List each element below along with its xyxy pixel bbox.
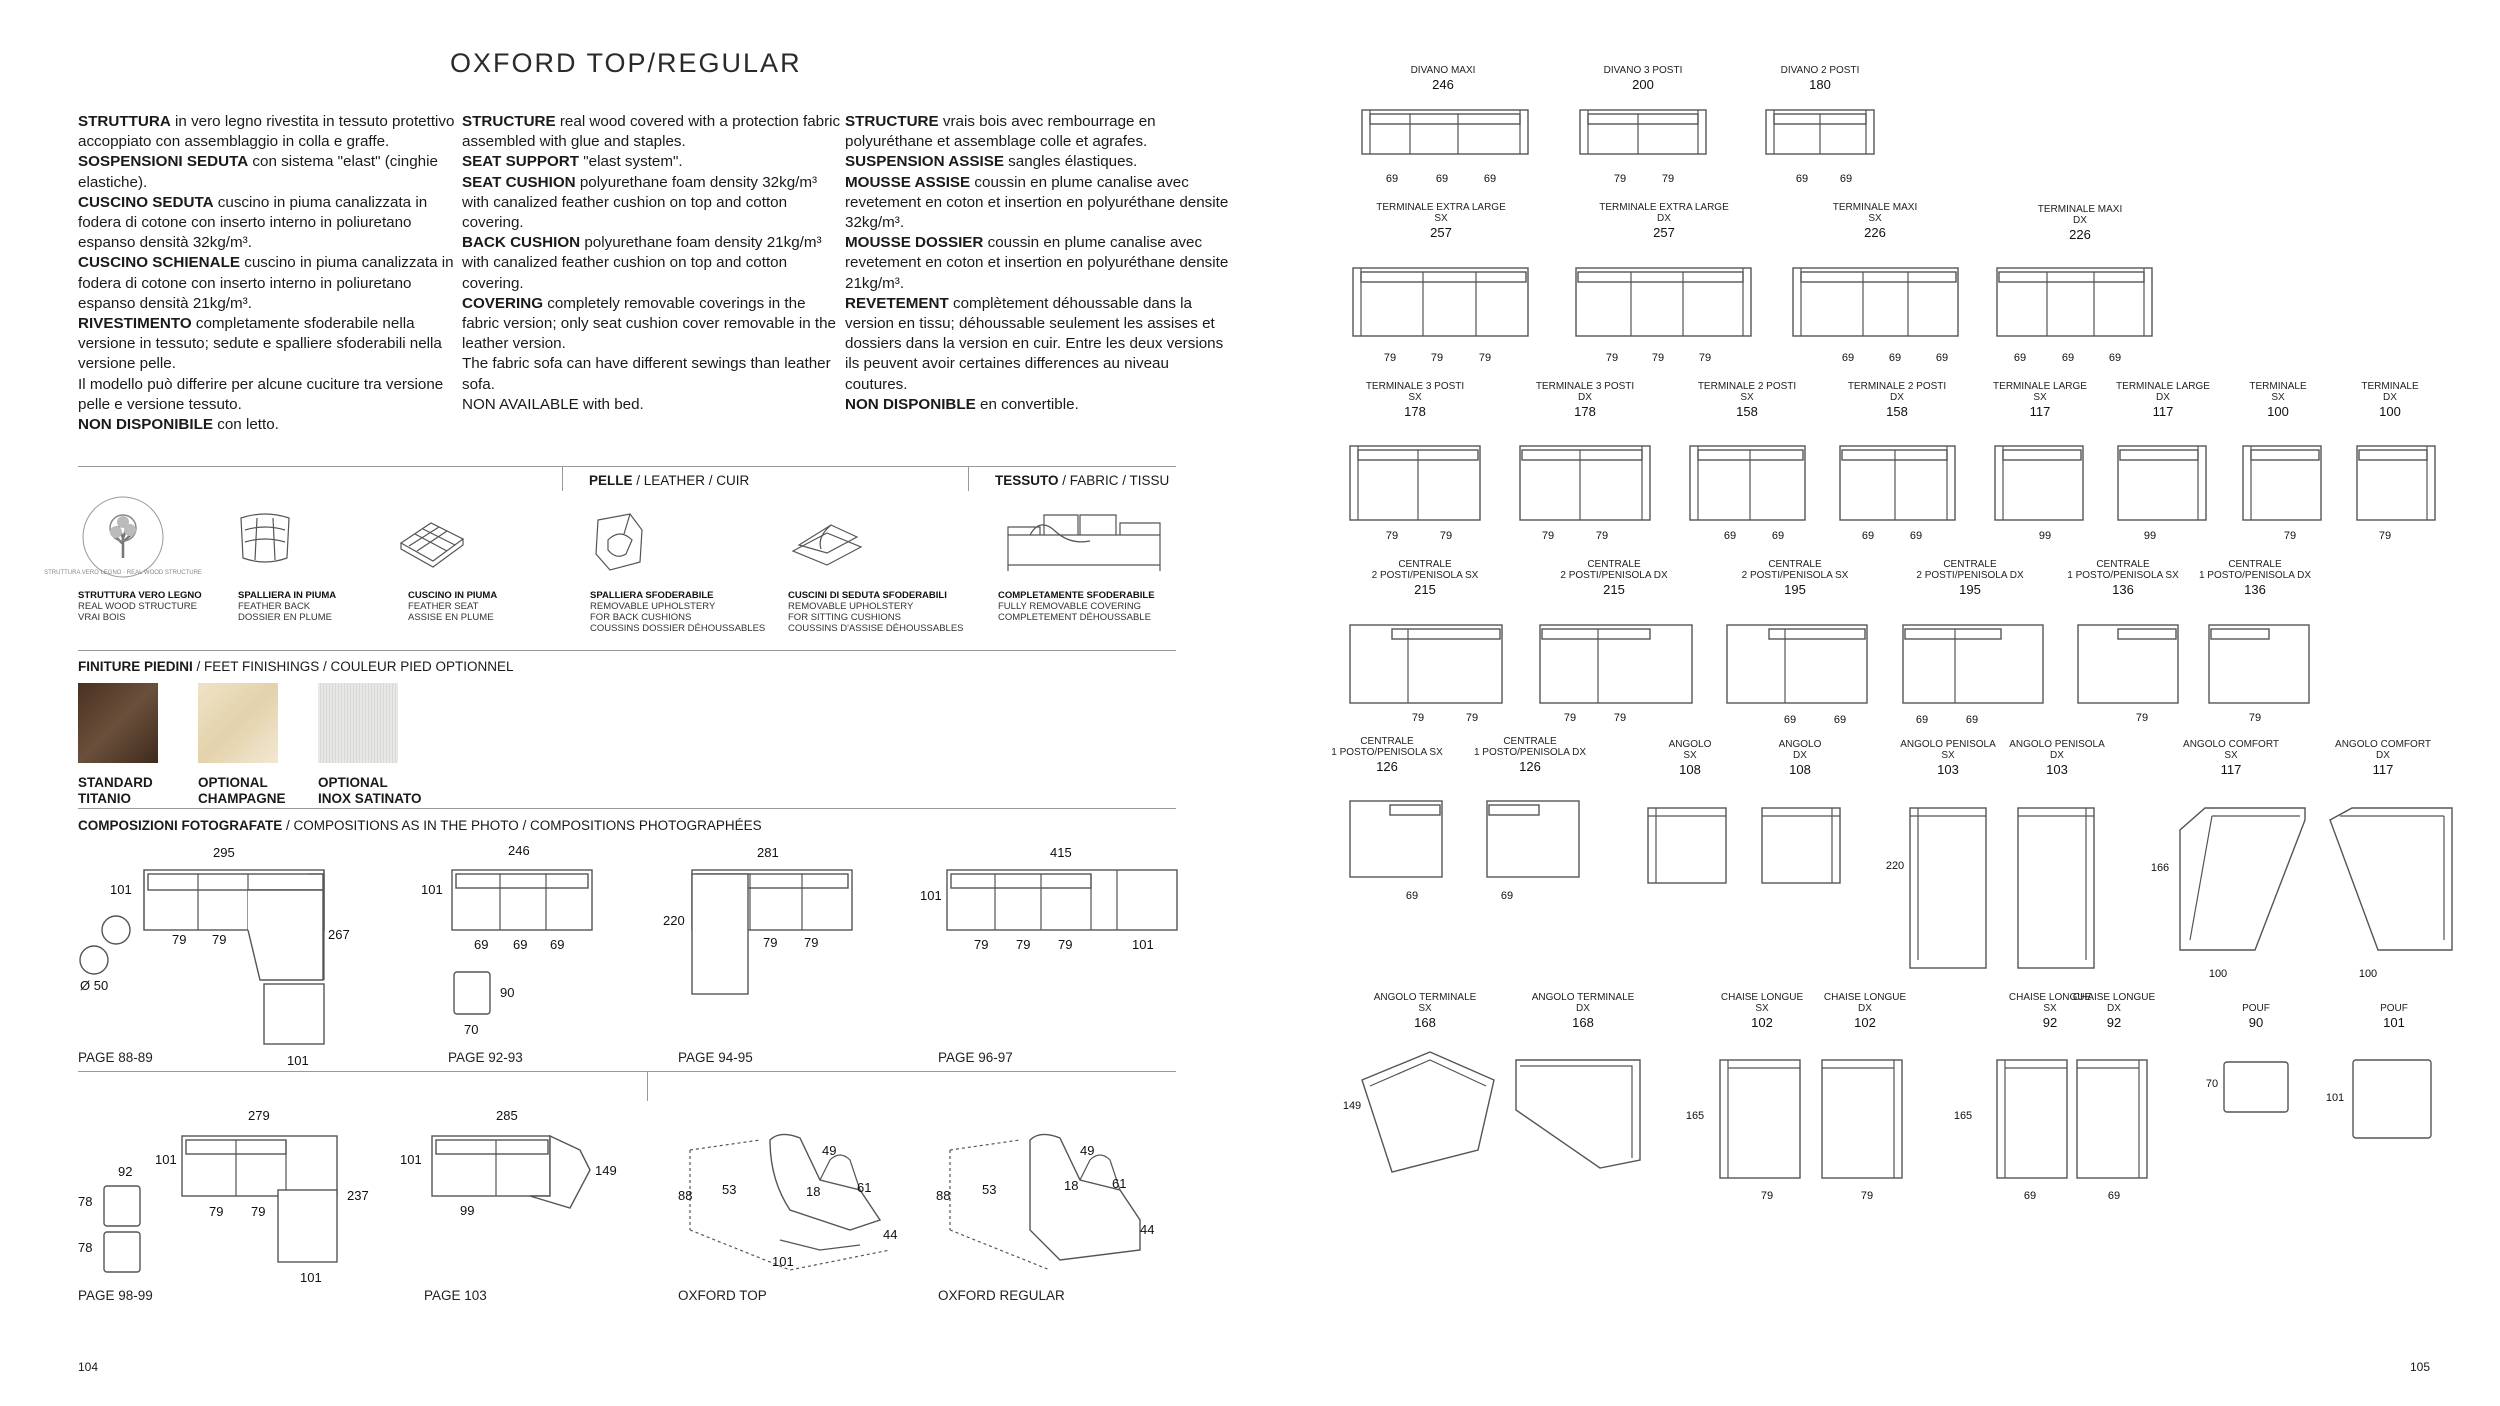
dimension: 279 <box>248 1108 270 1123</box>
dimension: 101 <box>300 1270 322 1285</box>
module-width: 226 <box>2069 227 2091 242</box>
module-width: 158 <box>1886 404 1908 419</box>
module-label: CENTRALE 2 POSTI/PENISOLA SX <box>1371 559 1479 581</box>
dimension: 44 <box>1140 1222 1155 1237</box>
paragraph: REVETEMENT complètement déhoussable dans la version en tissu; déhoussable seulement les assises et dossiers dans la version en cuir. Entre les deux versions ils peuvent avoir certaines differences au niveau coutures. <box>845 294 1224 393</box>
dimension: 79 <box>251 1204 266 1219</box>
icon-caption: SPALLIERA SFODERABILE REMOVABLE UPHOLSTERY FOR BACK CUSHIONS COUSSINS DOSSIER DÉHOUSSABLES <box>590 590 766 634</box>
seat-dimension: 69 <box>2013 352 2027 364</box>
module-width: 126 <box>1376 759 1398 774</box>
module-label: CHAISE LONGUE DX <box>1823 992 1907 1014</box>
module-width: 117 <box>2372 762 2394 777</box>
module-label: CENTRALE 2 POSTI/PENISOLA DX <box>1560 559 1668 581</box>
seat-dimension: 69 <box>1435 173 1449 185</box>
compositions-header: COMPOSIZIONI FOTOGRAFATE / COMPOSITIONS AS IN THE PHOTO / COMPOSITIONS PHOTOGRAPHÉES <box>78 818 762 833</box>
module-label: DIVANO 3 POSTI <box>1603 65 1683 76</box>
module-width: 102 <box>1854 1015 1876 1030</box>
seat-dimension: 69 <box>1795 173 1809 185</box>
module-width: 178 <box>1574 404 1596 419</box>
dimension: 101 <box>400 1152 422 1167</box>
paragraph: NON DISPONIBLE en convertible. <box>845 395 1079 413</box>
module-width: 117 <box>2152 404 2174 419</box>
module-label: ANGOLO TERMINALE DX <box>1531 992 1635 1014</box>
module-width: 117 <box>2029 404 2051 419</box>
module-label: TERMINALE SX <box>2249 381 2307 403</box>
seat-dimension: 79 <box>1383 352 1397 364</box>
module-label: ANGOLO PENISOLA DX <box>2009 739 2105 761</box>
module-label: CENTRALE 1 POSTO/PENISOLA DX <box>2198 559 2312 581</box>
module-width: 101 <box>2383 1015 2405 1030</box>
seat-dimension: 69 <box>2107 1190 2121 1202</box>
dimension: 285 <box>496 1108 518 1123</box>
finish-label-champagne: OPTIONAL CHAMPAGNE <box>198 775 286 806</box>
dimension: 79 <box>974 937 989 952</box>
dimension: 78 <box>78 1194 93 1209</box>
dimension: 79 <box>1058 937 1073 952</box>
dimension: 90 <box>500 985 515 1000</box>
dimension: 53 <box>722 1182 737 1197</box>
seat-dimension: 79 <box>1661 173 1675 185</box>
finish-label-inox: OPTIONAL INOX SATINATO <box>318 775 422 806</box>
seat-dimension: 100 <box>2208 968 2228 980</box>
seat-dimension: 79 <box>1613 712 1627 724</box>
dimension: 70 <box>464 1022 479 1037</box>
seat-dimension: 79 <box>2135 712 2149 724</box>
seat-dimension: 69 <box>1915 714 1929 726</box>
module-width: 195 <box>1959 582 1981 597</box>
module-width: 103 <box>2046 762 2068 777</box>
dimension: 61 <box>857 1180 872 1195</box>
seal-text: STRUTTURA VERO LEGNO · REAL WOOD STRUCTURE <box>44 570 202 576</box>
dimension: 88 <box>678 1188 693 1203</box>
paragraph: BACK CUSHION polyurethane foam density 21kg/m³ with canalized feather cushion on top and cotton covering. <box>462 234 822 292</box>
dimension: 88 <box>936 1188 951 1203</box>
seat-dimension: 79 <box>1439 530 1453 542</box>
seat-dimension: 79 <box>1478 352 1492 364</box>
module-width: 246 <box>1432 77 1454 92</box>
seat-dimension: 166 <box>2150 862 2170 874</box>
seat-dimension: 79 <box>1385 530 1399 542</box>
seat-dimension: 69 <box>1783 714 1797 726</box>
seat-dimension: 100 <box>2358 968 2378 980</box>
dimension: 99 <box>460 1203 475 1218</box>
module-label: CENTRALE 1 POSTO/PENISOLA SX <box>1331 736 1443 758</box>
dimension: 18 <box>1064 1178 1079 1193</box>
seat-dimension: 69 <box>1841 352 1855 364</box>
dimension: 237 <box>347 1188 369 1203</box>
seat-dimension: 69 <box>1861 530 1875 542</box>
module-label: DIVANO MAXI <box>1410 65 1476 76</box>
seat-dimension: 79 <box>2248 712 2262 724</box>
module-width: 180 <box>1809 77 1831 92</box>
module-label: ANGOLO PENISOLA SX <box>1900 739 1996 761</box>
dimension: 79 <box>212 932 227 947</box>
paragraph: MOUSSE DOSSIER coussin en plume canalise avec revetement en coton et insertion en polyuréthane densite 21kg/m³. <box>845 234 1229 292</box>
module-label: CHAISE LONGUE DX <box>2072 992 2156 1014</box>
module-label: CENTRALE 2 POSTI/PENISOLA SX <box>1741 559 1849 581</box>
seat-dimension: 69 <box>1965 714 1979 726</box>
module-width: 108 <box>1679 762 1701 777</box>
dimension: 18 <box>806 1184 821 1199</box>
module-label: ANGOLO DX <box>1778 739 1822 761</box>
seat-dimension: 79 <box>1605 352 1619 364</box>
module-width: 136 <box>2112 582 2134 597</box>
module-width: 200 <box>1632 77 1654 92</box>
dimension: 69 <box>474 937 489 952</box>
module-width: 100 <box>2379 404 2401 419</box>
page-number-right: 105 <box>2410 1360 2431 1374</box>
page-reference: PAGE 96-97 <box>938 1050 1013 1065</box>
module-label: TERMINALE 2 POSTI SX <box>1697 381 1797 403</box>
fabric-header: TESSUTO / FABRIC / TISSU <box>995 473 1170 488</box>
seat-dimension: 79 <box>1563 712 1577 724</box>
module-width: 126 <box>1519 759 1541 774</box>
paragraph: Il modello può differire per alcune cuciture tra versione pelle e versione tessuto. <box>78 375 444 413</box>
dimension: 246 <box>508 843 530 858</box>
module-width: 90 <box>2248 1015 2264 1030</box>
paragraph: SOSPENSIONI SEDUTA con sistema "elast" (cinghie elastiche). <box>78 153 438 191</box>
paragraph: STRUCTURE real wood covered with a protection fabric assembled with glue and staples. <box>462 113 841 151</box>
icon-caption: COMPLETAMENTE SFODERABILE FULLY REMOVABLE COVERING COMPLETEMENT DÉHOUSSABLE <box>998 590 1155 623</box>
module-label: ANGOLO SX <box>1668 739 1712 761</box>
module-width: 117 <box>2220 762 2242 777</box>
dimension: 101 <box>1132 937 1154 952</box>
seat-dimension: 69 <box>1483 173 1497 185</box>
page-number-left: 104 <box>78 1360 99 1374</box>
dimension: Ø 50 <box>80 978 109 993</box>
module-width: 195 <box>1784 582 1806 597</box>
seat-dimension: 69 <box>1500 890 1514 902</box>
dimension: 101 <box>920 888 942 903</box>
dimension: 92 <box>118 1164 133 1179</box>
finish-label-titanio: STANDARD TITANIO <box>78 775 153 806</box>
seat-dimension: 79 <box>1613 173 1627 185</box>
dimension: 101 <box>155 1152 177 1167</box>
module-width: 178 <box>1404 404 1426 419</box>
module-width: 100 <box>2267 404 2289 419</box>
module-label: DIVANO 2 POSTI <box>1780 65 1860 76</box>
seat-dimension: 69 <box>1405 890 1419 902</box>
paragraph: NON AVAILABLE with bed. <box>462 395 644 413</box>
paragraph: COVERING completely removable coverings in the fabric version; only seat cushion cover removable in the leather version. <box>462 294 836 353</box>
dimension: 79 <box>172 932 187 947</box>
seat-dimension: 69 <box>2108 352 2122 364</box>
dimension: 415 <box>1050 845 1072 860</box>
page-reference: PAGE 94-95 <box>678 1050 753 1065</box>
module-width: 168 <box>1572 1015 1594 1030</box>
seat-dimension: 79 <box>1651 352 1665 364</box>
module-label: CHAISE LONGUE SX <box>1720 992 1804 1014</box>
seat-dimension: 79 <box>1860 1190 1874 1202</box>
module-width: 92 <box>2042 1015 2058 1030</box>
dimension: 61 <box>1112 1176 1127 1191</box>
seat-dimension: 79 <box>1411 712 1425 724</box>
icon-caption: CUSCINI DI SEDUTA SFODERABILI REMOVABLE UPHOLSTERY FOR SITTING CUSHIONS COUSSINS D'ASSISE DÉHOUSSABLES <box>788 590 964 634</box>
page-reference: PAGE 98-99 <box>78 1288 153 1303</box>
seat-dimension: 69 <box>1833 714 1847 726</box>
module-label: CHAISE LONGUE SX <box>2008 992 2092 1014</box>
dimension: 267 <box>328 927 350 942</box>
paragraph: STRUTTURA in vero legno rivestita in tessuto protettivo accoppiato con assemblaggio in colla e graffe. <box>78 113 455 151</box>
seat-dimension: 69 <box>1909 530 1923 542</box>
module-label: ANGOLO TERMINALE SX <box>1373 992 1477 1014</box>
seat-dimension: 101 <box>2325 1092 2345 1104</box>
feet-header: FINITURE PIEDINI / FEET FINISHINGS / COULEUR PIED OPTIONNEL <box>78 659 514 674</box>
seat-dimension: 69 <box>1935 352 1949 364</box>
module-width: 257 <box>1653 225 1675 240</box>
dimension: 220 <box>663 913 685 928</box>
dimension: 49 <box>1080 1143 1095 1158</box>
module-label: TERMINALE 2 POSTI DX <box>1847 381 1947 403</box>
page-reference: OXFORD TOP <box>678 1288 767 1303</box>
seat-dimension: 99 <box>2038 530 2052 542</box>
seat-dimension: 99 <box>2143 530 2157 542</box>
module-label: TERMINALE MAXI SX <box>1832 202 1918 224</box>
module-width: 226 <box>1864 225 1886 240</box>
dimension: 281 <box>757 845 779 860</box>
dimension: 101 <box>287 1053 309 1068</box>
paragraph: STRUCTURE vrais bois avec rembourrage en polyuréthane et assemblage colle et agrafes. <box>845 113 1156 151</box>
module-label: TERMINALE 3 POSTI SX <box>1365 381 1465 403</box>
page-reference: PAGE 92-93 <box>448 1050 523 1065</box>
dimension: 79 <box>209 1204 224 1219</box>
dimension: 78 <box>78 1240 93 1255</box>
page-reference: OXFORD REGULAR <box>938 1288 1065 1303</box>
seat-dimension: 79 <box>1465 712 1479 724</box>
paragraph: CUSCINO SEDUTA cuscino in piuma canalizzata in fodera di cotone con inserto interno in poliuretano espanso densità 32kg/m³. <box>78 193 428 252</box>
module-width: 168 <box>1414 1015 1436 1030</box>
module-width: 136 <box>2244 582 2266 597</box>
module-label: ANGOLO COMFORT SX <box>2183 739 2279 761</box>
paragraph: The fabric sofa can have different sewings than leather sofa. <box>462 355 831 393</box>
paragraph: SUSPENSION ASSISE sangles élastiques. <box>845 153 1138 171</box>
module-width: 102 <box>1751 1015 1773 1030</box>
module-width: 215 <box>1414 582 1436 597</box>
dimension: 44 <box>883 1227 898 1242</box>
module-label: CENTRALE 1 POSTO/PENISOLA SX <box>2067 559 2179 581</box>
dimension: 69 <box>550 937 565 952</box>
seat-dimension: 69 <box>2023 1190 2037 1202</box>
seat-dimension: 149 <box>1342 1100 1362 1112</box>
seat-dimension: 79 <box>1595 530 1609 542</box>
paragraph: SEAT SUPPORT "elast system". <box>462 153 683 171</box>
dimension: 295 <box>213 845 235 860</box>
module-label: CENTRALE 1 POSTO/PENISOLA DX <box>1473 736 1587 758</box>
seat-dimension: 79 <box>1698 352 1712 364</box>
paragraph: NON DISPONIBILE con letto. <box>78 416 279 434</box>
module-label: TERMINALE LARGE DX <box>2116 381 2210 403</box>
seat-dimension: 165 <box>1953 1110 1973 1122</box>
paragraph: CUSCINO SCHIENALE cuscino in piuma canalizzata in fodera di cotone con inserto interno in poliuretano espanso densità 21kg/m³. <box>78 254 454 312</box>
module-label: TERMINALE EXTRA LARGE DX <box>1599 202 1729 224</box>
module-width: 92 <box>2106 1015 2122 1030</box>
module-label: POUF <box>2242 1003 2270 1014</box>
paragraph: MOUSSE ASSISE coussin en plume canalise avec revetement en coton et insertion en polyuréthane densite 32kg/m³. <box>845 173 1229 232</box>
icon-caption: STRUTTURA VERO LEGNO REAL WOOD STRUCTURE VRAI BOIS <box>78 590 202 623</box>
seat-dimension: 79 <box>1760 1190 1774 1202</box>
dimension: 101 <box>772 1254 794 1269</box>
dimension: 79 <box>804 935 819 950</box>
dimension: 79 <box>763 935 778 950</box>
seat-dimension: 79 <box>2283 530 2297 542</box>
page-reference: PAGE 88-89 <box>78 1050 153 1065</box>
page-reference: PAGE 103 <box>424 1288 487 1303</box>
module-label: TERMINALE MAXI DX <box>2037 204 2123 226</box>
module-width: 158 <box>1736 404 1758 419</box>
seat-dimension: 79 <box>1541 530 1555 542</box>
module-width: 108 <box>1789 762 1811 777</box>
seat-dimension: 69 <box>1888 352 1902 364</box>
module-width: 103 <box>1937 762 1959 777</box>
module-width: 215 <box>1603 582 1625 597</box>
paragraph: SEAT CUSHION polyurethane foam density 32kg/m³ with canalized feather cushion on top and cotton covering. <box>462 173 818 232</box>
module-label: POUF <box>2380 1003 2408 1014</box>
page-title: OXFORD TOP/REGULAR <box>450 48 802 78</box>
module-width: 257 <box>1430 225 1452 240</box>
dimension: 79 <box>1016 937 1031 952</box>
module-label: ANGOLO COMFORT DX <box>2335 739 2431 761</box>
module-label: TERMINALE DX <box>2361 381 2419 403</box>
seat-dimension: 165 <box>1685 1110 1705 1122</box>
dimension: 101 <box>110 882 132 897</box>
seat-dimension: 79 <box>1430 352 1444 364</box>
module-label: TERMINALE 3 POSTI DX <box>1535 381 1635 403</box>
seat-dimension: 69 <box>1385 173 1399 185</box>
dimension: 49 <box>822 1143 837 1158</box>
leather-header: PELLE / LEATHER / CUIR <box>589 473 750 488</box>
dimension: 69 <box>513 937 528 952</box>
module-label: TERMINALE EXTRA LARGE SX <box>1376 202 1506 224</box>
seat-dimension: 70 <box>2205 1078 2219 1090</box>
seat-dimension: 69 <box>1839 173 1853 185</box>
dimension: 53 <box>982 1182 997 1197</box>
seat-dimension: 79 <box>2378 530 2392 542</box>
seat-dimension: 69 <box>1723 530 1737 542</box>
seat-dimension: 220 <box>1885 860 1905 872</box>
seat-dimension: 69 <box>2061 352 2075 364</box>
dimension: 149 <box>595 1163 617 1178</box>
icon-caption: CUSCINO IN PIUMA FEATHER SEAT ASSISE EN PLUME <box>408 590 498 623</box>
module-label: TERMINALE LARGE SX <box>1993 381 2087 403</box>
seat-dimension: 69 <box>1771 530 1785 542</box>
icon-caption: SPALLIERA IN PIUMA FEATHER BACK DOSSIER EN PLUME <box>238 590 337 623</box>
dimension: 101 <box>421 882 443 897</box>
module-label: CENTRALE 2 POSTI/PENISOLA DX <box>1916 559 2024 581</box>
paragraph: RIVESTIMENTO completamente sfoderabile nella versione in tessuto; sedute e spalliere sfoderabili nella versione pelle. <box>78 315 442 373</box>
